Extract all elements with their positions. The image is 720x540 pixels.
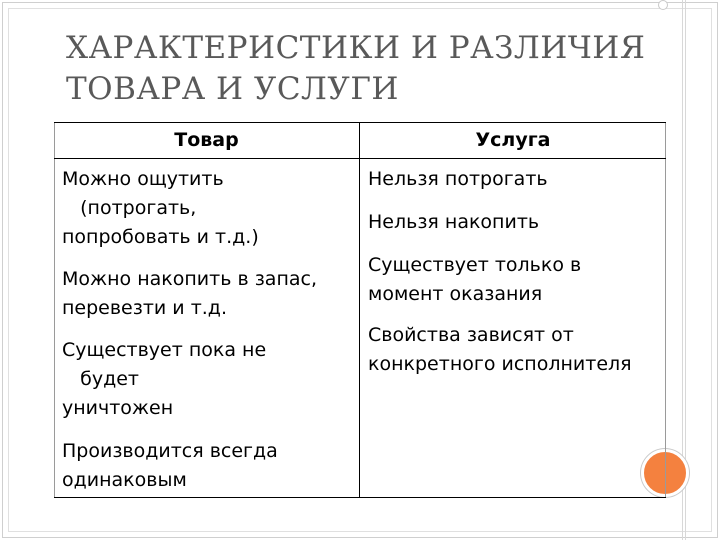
cell-line: Нельзя накопить — [368, 211, 540, 233]
cell-line: попробовать и т.д.) — [62, 226, 259, 248]
header-goods: Товар — [174, 129, 239, 151]
cell-line: Нельзя потрогать — [368, 168, 548, 190]
cell-line: Существует только в — [368, 254, 582, 276]
cell-line: одинаковым — [62, 469, 187, 491]
services-item — [368, 208, 539, 237]
cell-line: конкретного исполнителя — [368, 353, 632, 375]
cell-line: Существует пока не — [62, 339, 267, 361]
goods-item — [62, 336, 266, 423]
slide-title-line: ХАРАКТЕРИСТИКИ И РАЗЛИЧИЯ — [66, 30, 646, 66]
cell-line: момент оказания — [368, 283, 543, 305]
services-item — [368, 321, 632, 379]
cell-line: Можно ощутить — [62, 168, 224, 190]
slide-title-line: ТОВАРА И УСЛУГИ — [66, 71, 399, 107]
goods-item — [62, 265, 317, 323]
table-border — [54, 123, 55, 497]
table-border — [665, 123, 666, 497]
cell-line: Можно накопить в запас, — [62, 268, 317, 290]
decor-small-circle — [658, 0, 668, 10]
cell-line: уничтожен — [62, 397, 174, 419]
services-item — [368, 251, 581, 309]
goods-item — [62, 437, 278, 495]
cell-line: перевезти и т.д. — [62, 297, 227, 319]
cell-line: Производится всегда — [62, 440, 278, 462]
goods-item — [62, 165, 259, 252]
comparison-table — [54, 122, 666, 498]
column-divider — [359, 123, 360, 497]
cell-line: (потрогать, — [62, 197, 197, 219]
services-item — [368, 165, 548, 194]
slide-title — [66, 28, 666, 110]
header-services: Услуга — [475, 129, 551, 151]
cell-line: будет — [62, 368, 139, 390]
header-rule — [54, 158, 666, 159]
cell-line: Свойства зависят от — [368, 324, 574, 346]
